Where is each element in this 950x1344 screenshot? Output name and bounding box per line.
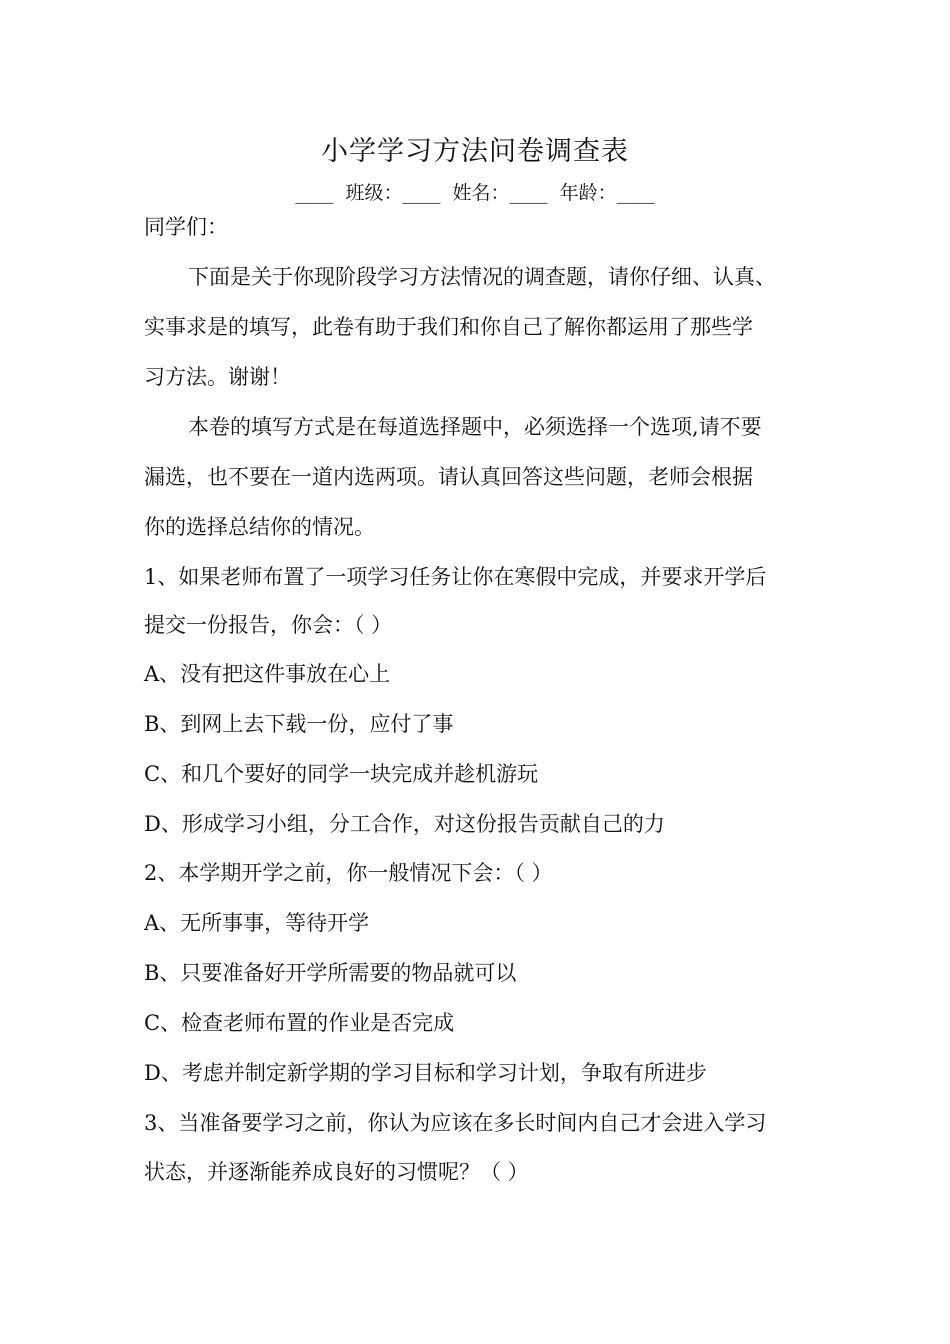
question-3-line-2: 状态，并逐渐能养成良好的习惯呢？（ ） — [144, 1160, 529, 1184]
question-2-option-d: D、考虑并制定新学期的学习目标和学习计划，争取有所进步 — [144, 1061, 707, 1085]
question-2-option-a: A、无所事事，等待开学 — [144, 911, 370, 935]
question-1-option-d: D、形成学习小组，分工合作，对这份报告贡献自己的力 — [144, 812, 665, 836]
question-1-option-a: A、没有把这件事放在心上 — [144, 662, 391, 686]
question-1-option-b: B、到网上去下载一份，应付了事 — [144, 712, 454, 736]
student-info-line: ____ 班级：____ 姓名：____ 年龄：____ — [295, 182, 655, 204]
intro-paragraph-1-line-2: 实事求是的填写，此卷有助于我们和你自己了解你都运用了那些学 — [144, 315, 753, 339]
question-1-line-1: 1、如果老师布置了一项学习任务让你在寒假中完成，并要求开学后 — [144, 565, 767, 589]
question-1-option-c: C、和几个要好的同学一块完成并趁机游玩 — [144, 762, 539, 786]
question-2-option-b: B、只要准备好开学所需要的物品就可以 — [144, 961, 517, 985]
question-1-line-2: 提交一份报告，你会：（ ） — [144, 613, 393, 637]
intro-paragraph-2-line-3: 你的选择总结你的情况。 — [144, 515, 375, 539]
intro-paragraph-2-line-1: 本卷的填写方式是在每道选择题中，必须选择一个选项,请不要 — [188, 415, 762, 439]
intro-paragraph-1-line-3: 习方法。谢谢！ — [144, 365, 291, 389]
question-2-option-c: C、检查老师布置的作业是否完成 — [144, 1011, 455, 1035]
intro-paragraph-1-line-1: 下面是关于你现阶段学习方法情况的调查题，请你仔细、认真、 — [188, 265, 776, 289]
question-2-line-1: 2、本学期开学之前，你一般情况下会：（ ） — [144, 861, 553, 885]
intro-paragraph-2-line-2: 漏选，也不要在一道内选两项。请认真回答这些问题，老师会根据 — [144, 465, 753, 489]
page-title: 小学学习方法问卷调查表 — [321, 136, 629, 167]
greeting: 同学们： — [144, 215, 228, 239]
question-3-line-1: 3、当准备要学习之前，你认为应该在多长时间内自己才会进入学习 — [144, 1111, 767, 1135]
